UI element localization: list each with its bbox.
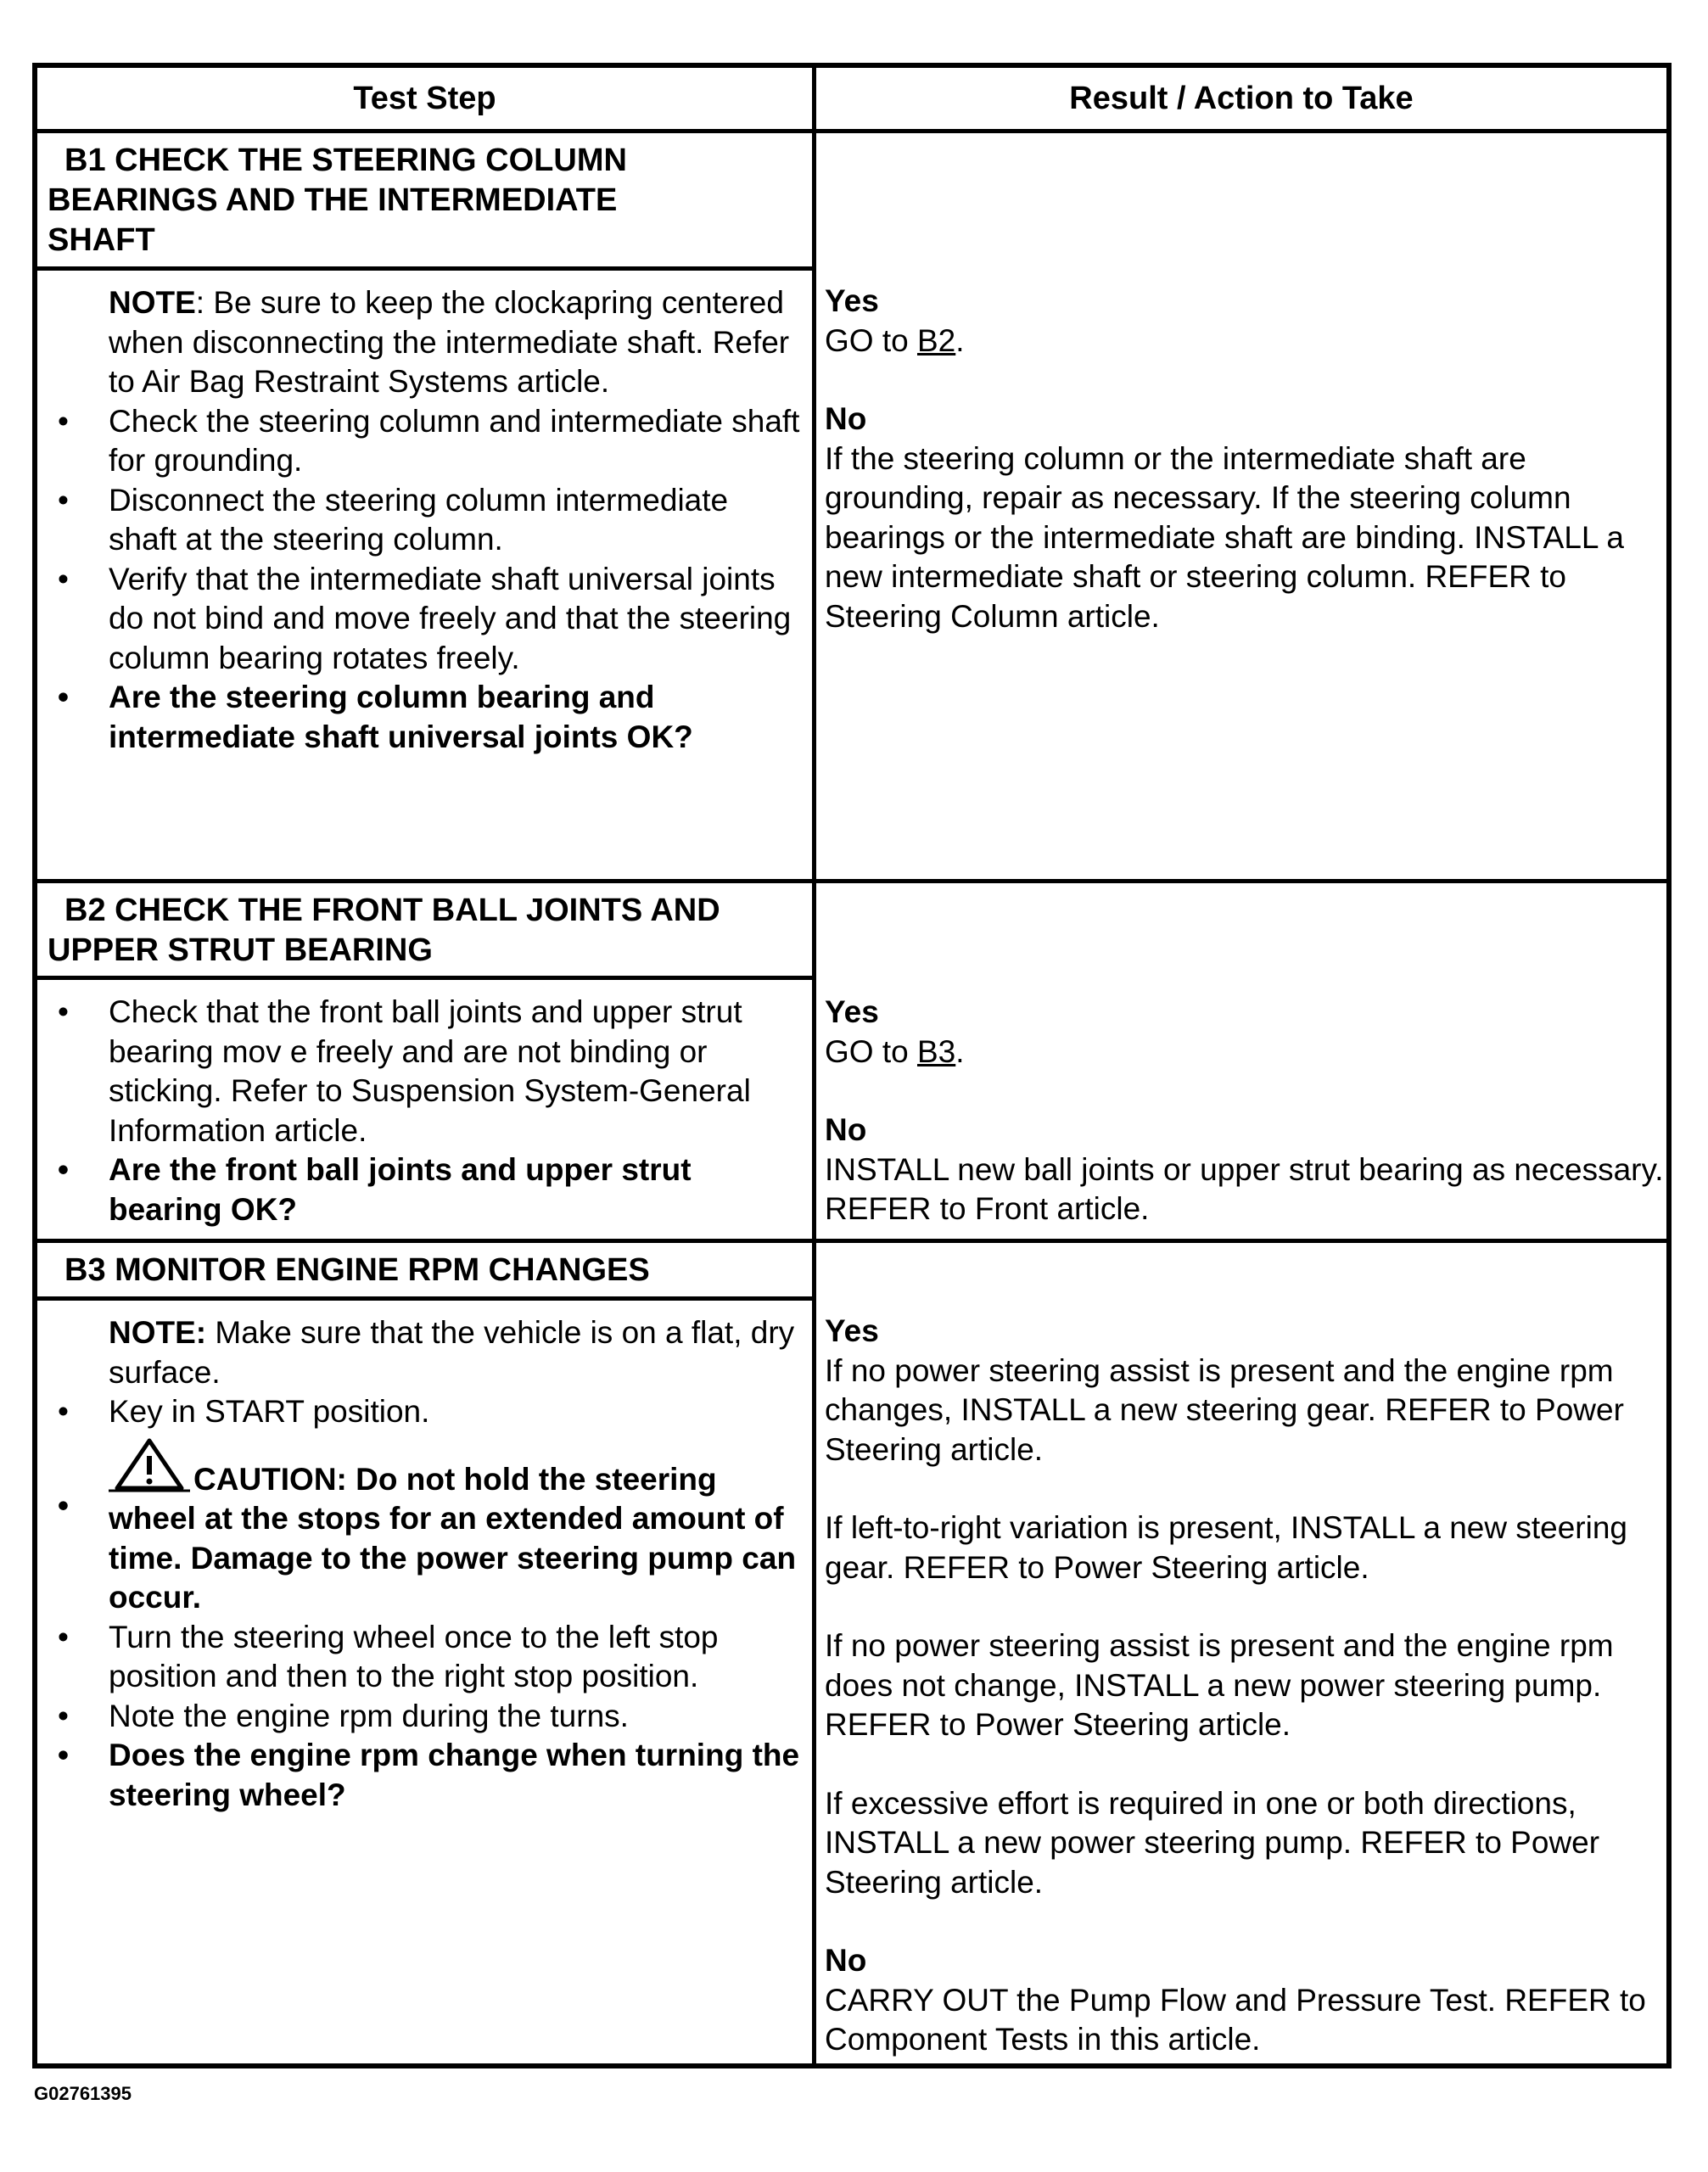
- b1-title-line: SHAFT: [48, 222, 155, 258]
- link-b3[interactable]: B3: [916, 1033, 956, 1069]
- list-item: [58, 993, 804, 1150]
- list-item: [58, 678, 804, 757]
- b2-steps: [58, 993, 804, 1229]
- list-item: [58, 402, 804, 481]
- b3-no-action: CARRY OUT the Pump Flow and Pressure Test. REFER to Component Tests in this article.: [825, 1982, 1646, 2057]
- row-divider: [37, 1239, 1666, 1243]
- b2-title-line: B2 CHECK THE FRONT BALL JOINTS AND: [64, 893, 720, 928]
- step-text: Verify that the intermediate shaft universal joints do not bind and move freely and that the steering column bearing rotates freely.: [109, 561, 792, 675]
- b1-result: [825, 282, 1665, 636]
- step-question: Does the engine rpm change when turning the steering wheel?: [109, 1738, 800, 1812]
- spacer: [825, 1587, 1665, 1626]
- step-question: Are the steering column bearing and intermediate shaft universal joints OK?: [109, 680, 693, 754]
- caution-text: CAUTION: Do not hold the steering wheel at the stops for an extended amount of time. Damage to the power steering pump can occur.: [109, 1461, 797, 1615]
- warning-triangle-icon: [109, 1437, 190, 1493]
- step-text: Disconnect the steering column intermediate shaft at the steering column.: [109, 482, 729, 557]
- no-label: No: [825, 1112, 867, 1147]
- list-item: [58, 1392, 804, 1432]
- note-label: NOTE:: [109, 1315, 207, 1350]
- yes-label: Yes: [825, 994, 879, 1029]
- action-text: GO to: [825, 322, 917, 358]
- title-divider: [37, 266, 814, 271]
- spacer: [825, 361, 1665, 400]
- action-text: GO to: [825, 1033, 917, 1069]
- yes-label: Yes: [825, 1313, 879, 1348]
- bullet-dot-icon: •: [58, 680, 69, 714]
- header-test-step: Test Step: [353, 80, 496, 116]
- spacer: [825, 1745, 1665, 1784]
- list-item: [58, 560, 804, 679]
- title-divider: [37, 976, 814, 980]
- step-text: Turn the steering wheel once to the left stop position and then to the right stop position.: [109, 1619, 719, 1693]
- b3-yes-action: If excessive effort is required in one or both directions, INSTALL a new power steering pump. REFER to Power Steering article.: [825, 1785, 1600, 1900]
- b1-title-line: B1 CHECK THE STEERING COLUMN: [64, 143, 627, 178]
- note-text: : Be sure to keep the clockapring centered when disconnecting the intermediate shaft. Refer to Air Bag Restraint Systems article.: [109, 285, 790, 399]
- bullet-dot-icon: •: [58, 994, 69, 1029]
- no-label: No: [825, 1943, 867, 1978]
- b1-yes-action: [825, 322, 1665, 361]
- step-text: Check that the front ball joints and upper strut bearing mov e freely and are not binding or sticking. Refer to Suspension System-General Information article.: [109, 994, 751, 1148]
- bullet-dot-icon: •: [58, 1487, 69, 1523]
- list-item: [58, 1150, 804, 1229]
- b2-no-action: INSTALL new ball joints or upper strut bearing as necessary. REFER to Front article.: [825, 1151, 1664, 1226]
- bullet-dot-icon: •: [58, 403, 69, 439]
- step-text: Note the engine rpm during the turns.: [109, 1698, 629, 1733]
- bullet-dot-icon: •: [58, 561, 69, 596]
- no-label: No: [825, 401, 867, 436]
- title-divider: [37, 1296, 814, 1301]
- spacer: [825, 1902, 1665, 1941]
- bullet-dot-icon: •: [58, 1152, 69, 1187]
- link-b2[interactable]: B2: [916, 322, 956, 358]
- b1-note: [109, 283, 804, 402]
- b1-title-line: BEARINGS AND THE INTERMEDIATE: [48, 182, 618, 218]
- action-text: .: [955, 1033, 965, 1069]
- figure-code: G02761395: [34, 2083, 132, 2104]
- b3-title-line: B3 MONITOR ENGINE RPM CHANGES: [64, 1252, 650, 1288]
- b1-no-action: If the steering column or the intermediate shaft are grounding, repair as necessary. If the steering column bearings or the intermediate shaft are binding. INSTALL a new intermediate shaft or steering column. REFER to Steering Column article.: [825, 440, 1624, 634]
- b3-yes-action: If left-to-right variation is present, INSTALL a new steering gear. REFER to Power Steering article.: [825, 1510, 1627, 1585]
- row-divider: [37, 879, 1666, 883]
- bullet-dot-icon: •: [58, 482, 69, 518]
- bullet-dot-icon: •: [58, 1738, 69, 1772]
- b2-result: [825, 993, 1665, 1229]
- list-item-caution: [58, 1437, 804, 1618]
- b3-yes-action: If no power steering assist is present and the engine rpm changes, INSTALL a new steering gear. REFER to Power Steering article.: [825, 1352, 1624, 1467]
- note-label: NOTE: [109, 285, 196, 320]
- b1-steps: [58, 283, 804, 757]
- action-text: .: [955, 322, 965, 358]
- b2-title: [48, 891, 803, 971]
- b1-title: [48, 141, 803, 260]
- b2-title-line: UPPER STRUT BEARING: [48, 932, 433, 968]
- b3-steps: [58, 1313, 804, 1815]
- list-item: [58, 1618, 804, 1697]
- note-text: Make sure that the vehicle is on a flat, dry surface.: [109, 1315, 795, 1390]
- bullet-dot-icon: •: [58, 1698, 69, 1733]
- step-text: Check the steering column and intermediate shaft for grounding.: [109, 403, 800, 478]
- list-item: [58, 1697, 804, 1737]
- list-item: [58, 1736, 804, 1815]
- step-question: Are the front ball joints and upper strut bearing OK?: [109, 1152, 692, 1227]
- row-divider: [37, 129, 1666, 133]
- spacer: [825, 1072, 1665, 1111]
- step-text: Key in START position.: [109, 1394, 430, 1429]
- b3-note: [109, 1313, 804, 1392]
- b3-title: [48, 1251, 803, 1290]
- yes-label: Yes: [825, 283, 879, 318]
- column-divider: [812, 68, 816, 2063]
- diagnostic-table: [32, 63, 1672, 2068]
- list-item: [58, 481, 804, 560]
- header-result-action: Result / Action to Take: [1069, 80, 1414, 116]
- b2-yes-action: [825, 1033, 1665, 1072]
- b3-result: [825, 1312, 1665, 2060]
- bullet-dot-icon: •: [58, 1394, 69, 1429]
- b3-yes-action: If no power steering assist is present and the engine rpm does not change, INSTALL a new power steering pump. REFER to Power Steering article.: [825, 1628, 1614, 1742]
- bullet-dot-icon: •: [58, 1619, 69, 1654]
- spacer: [825, 1469, 1665, 1509]
